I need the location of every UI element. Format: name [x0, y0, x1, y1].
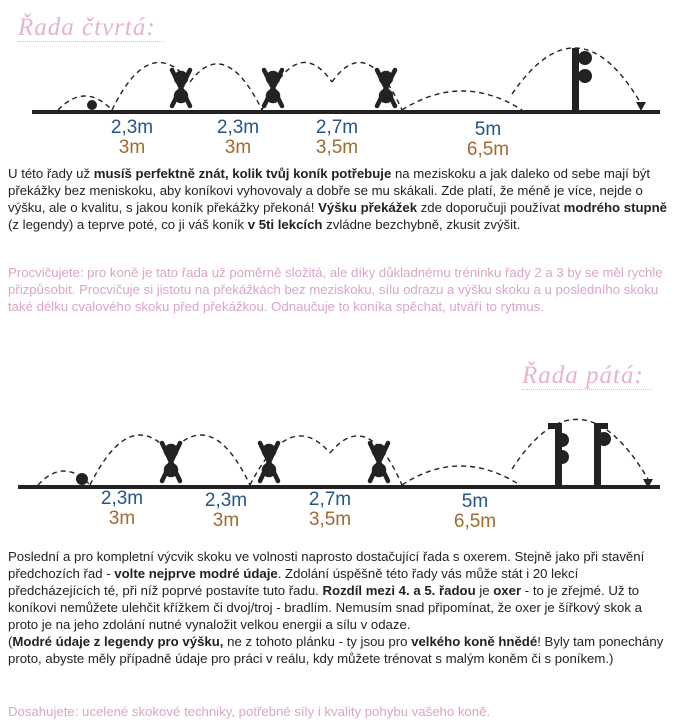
row4-cross-2	[264, 70, 282, 106]
row5-cross-3	[370, 443, 388, 481]
row5-start-ball	[76, 473, 88, 485]
row4-ground	[32, 110, 660, 114]
row5-description-segment: volte nejprve modré údaje	[114, 566, 278, 581]
row4-description	[8, 165, 673, 233]
row4-upright	[572, 48, 592, 112]
row5-distance-3: 2,7m 3,5m	[308, 489, 352, 530]
row5-diagram	[0, 385, 680, 495]
row4-description-segment: zde doporučuji používat	[417, 200, 564, 215]
row5-description-segment: Rozdíl mezi 4. a 5. řadou	[322, 583, 476, 598]
row5-title: Řada pátá:	[522, 362, 644, 390]
row4-description-segment: (z legendy) a teprve poté, co ji váš koník	[8, 217, 248, 232]
row5-cross-2	[260, 443, 278, 481]
row5-legend-note-segment: velkého koně hnědé	[411, 634, 538, 649]
row5-practice-note: Dosahujete: ucelené skokové techniky, potřebné síly i kvality pohybu vašeho koně.	[8, 704, 491, 719]
row4-arc-3	[190, 64, 262, 110]
row5-description-segment: je	[475, 583, 494, 598]
row4-description-segment: na meziskoku a jak daleko od sebe mají být překážky bez meniskoku, aby koníkovi vyhovovaly a dobře se mu skákali. Zde platí, že méně je více, nejde o výšku, ale o kvalitu, s jakou koník překážky překoná!	[8, 166, 651, 215]
row4-arrowhead	[636, 102, 646, 111]
row4-distance-3: 2,7m 3,5m	[315, 117, 359, 158]
row5-oxer-back	[594, 423, 611, 487]
row5-description-segment: - to je zřejmé. Už to koníkovi nemůžete ulehčit křížkem či dvoj/troj - bradlím. Nemusím snad připomínat, že oxer je šířkový skok a proto je na jeho zdolání nutné vynaložit velkou energii a sílu v odaze.	[8, 583, 642, 632]
row4-description-segment: zvládne bezchybně, zkusit zvýšit.	[322, 217, 521, 232]
row4-title: Řada čtvrtá:	[18, 14, 156, 42]
row4-description-segment: modrého stupně	[563, 200, 667, 215]
row4-practice-note: Procvičujete: pro koně je tato řada už poměrně složitá, ale díky důkladnému tréninku řady 2 a 3 by se měl rychle přizpůsobit. Procvičuje si jistotu na překážkách bez meziskoku, sílu odrazu a výšku skoku a u posledního skoku také délku cvalového skoku před překážkou. Odnaučuje to koníka spěchat, utváří to rytmus.	[8, 265, 663, 314]
row4-distance-1: 2,3m 3m	[110, 117, 154, 158]
row5-distance-4: 5m 6,5m	[453, 491, 497, 532]
row5-oxer-front	[548, 423, 569, 487]
row5-distance-2: 2,3m 3m	[204, 490, 248, 531]
row5-arc-6	[402, 466, 520, 485]
row5-description-segment: . Zdolání úspěšně této řady vás může stát i 20 lekcí předcházejících té, při níž poprvé postavíte tuto řadu.	[8, 566, 579, 598]
row5-arc-5	[330, 436, 402, 485]
row5-arc-2	[90, 435, 170, 485]
row4-arc-1	[58, 96, 112, 110]
row4-cross-3	[377, 70, 395, 106]
row5-legend-note-segment: (	[8, 634, 13, 649]
row5-cross-1	[162, 443, 180, 481]
row5-description-segment: oxer	[493, 583, 522, 598]
row5-legend-note-segment: ne z tohoto plánku - ty jsou pro	[223, 634, 412, 649]
row4-description-segment: Výšku překážek	[318, 200, 418, 215]
row5-legend-note-segment: Modré údaje z legendy pro výšku,	[12, 634, 224, 649]
row4-distance-2: 2,3m 3m	[216, 117, 260, 158]
row4-arc-6	[402, 91, 522, 110]
row4-cross-1	[172, 70, 190, 106]
row4-distance-4: 5m 6,5m	[466, 119, 510, 160]
row5-description	[8, 548, 673, 633]
row5-description-segment: Poslední a pro kompletní výcvik skoku ve volnosti naprosto dostačující řada s oxerem. Stejně jako při stavění předchozích řad -	[8, 549, 645, 581]
row4-diagram	[0, 10, 680, 130]
row5-legend-note	[8, 633, 673, 667]
row4-description-segment: U této řady už	[8, 166, 94, 181]
row5-legend-note-segment: ! Byly tam ponechány proto, abyste měly případně údaje pro práci v reálu, kdy můžete trénovat s malým koněm či s poníkem.)	[8, 634, 664, 666]
row4-start-ball	[87, 100, 97, 110]
row4-description-segment: musíš perfektně znát, kolik tvůj koník potřebuje	[93, 166, 392, 181]
row4-description-segment: v 5ti lekcích	[247, 217, 323, 232]
row5-arc-7	[512, 419, 648, 479]
row5-distance-1: 2,3m 3m	[100, 488, 144, 529]
